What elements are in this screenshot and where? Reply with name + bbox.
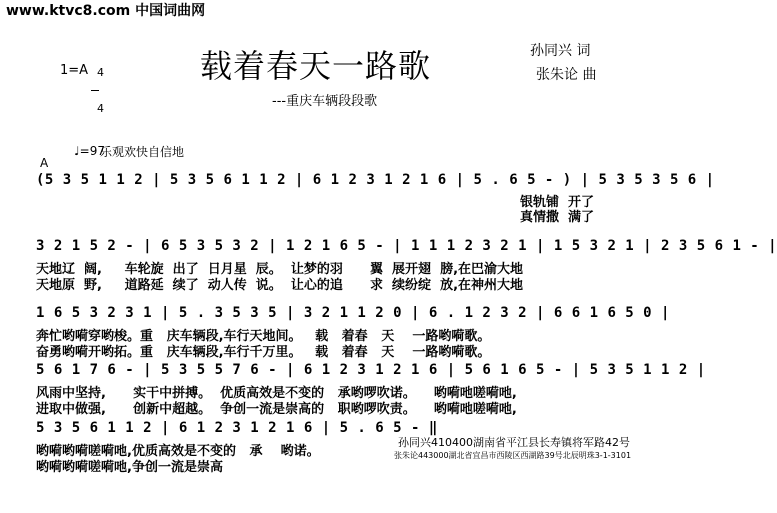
notation-line-5: 5 3 5 6 1 1 2 | 6 1 2 3 1 2 1 6 | 5 . 6 5 - ‖ — [36, 420, 438, 436]
composer-credit: 张朱论 曲 — [536, 67, 597, 83]
lyrics-row-2a: 天地辽 阔, 车轮旋 出了 日月星 辰。 让梦的羽 翼 展开翅 膀,在巴渝大地 — [36, 262, 524, 277]
lyrics-top-right-2: 真情撒 满了 — [520, 210, 595, 225]
lyricist-credit: 孙同兴 词 — [530, 43, 591, 59]
key-signature: 1=A — [60, 63, 89, 78]
lyrics-row-3a: 奔忙哟嗬穿哟梭。重 庆车辆段,车行天地间。 载 着春 天 一路哟嗬歌。 — [36, 329, 491, 344]
time-signature — [90, 56, 104, 115]
notation-line-1: (5 3 5 1 1 2 | 5 3 5 6 1 1 2 | 6 1 2 3 1 2 1 6 | 5 . 6 5 - ) | 5 3 5 3 5 6 | — [36, 172, 715, 188]
footer-address-2: 张朱论443000湖北省宜昌市西陵区西湖路39号北辰明珠3-1-3101 — [394, 451, 632, 460]
section-mark: A — [40, 156, 49, 170]
lyrics-row-5a: 哟嗬哟嗬嗟嗬吔,优质高效是不变的 承 哟诺。 — [36, 444, 320, 459]
site-header: www.ktvc8.com 中国词曲网 — [6, 3, 206, 19]
notation-line-4: 5 6 1 7 6 - | 5 3 5 5 7 6 - | 6 1 2 3 1 2 1 6 | 5 6 1 6 5 - | 5 3 5 1 1 2 | — [36, 362, 706, 378]
footer-address-1: 孙同兴410400湖南省平江县长寿镇将军路42号 — [398, 436, 630, 449]
notation-line-3: 1 6 5 3 2 3 1 | 5 . 3 5 3 5 | 3 2 1 1 2 0 | 6 . 1 2 3 2 | 6 6 1 6 5 0 | — [36, 305, 670, 321]
song-title: 载着春天一路歌 — [200, 47, 432, 85]
time-signature-divider — [91, 90, 99, 91]
lyrics-row-3b: 奋勇哟嗬开哟拓。重 庆车辆段,车行千万里。 载 着春 天 一路哟嗬歌。 — [36, 345, 491, 360]
time-signature-bottom: 4 — [97, 102, 104, 115]
time-signature-top: 4 — [97, 66, 104, 79]
lyrics-row-4a: 风雨中坚持, 实干中拼搏。 优质高效是不变的 承哟啰吹诺。 哟嗬吔嗟嗬吔, — [36, 386, 517, 401]
tempo-word: 乐观欢快自信地 — [100, 145, 185, 159]
lyrics-row-2b: 天地原 野, 道路延 续了 动人传 说。 让心的追 求 续纷绽 放,在神州大地 — [36, 278, 524, 293]
lyrics-row-5b: 哟嗬哟嗬嗟嗬吔,争创一流是崇高 — [36, 460, 223, 475]
lyrics-top-right-1: 银轨铺 开了 — [520, 195, 595, 210]
lyrics-row-4b: 进取中做强, 创新中超越。 争创一流是崇高的 职哟啰吹责。 哟嗬吔嗟嗬吔, — [36, 402, 517, 417]
song-subtitle: ---重庆车辆段段歌 — [272, 94, 378, 109]
notation-line-2: 3 2 1 5 2 - | 6 5 3 5 3 2 | 1 2 1 6 5 - | 1 1 1 2 3 2 1 | 1 5 3 2 1 | 2 3 5 6 1 - | — [36, 238, 777, 254]
tempo-mark: ♩=97 — [74, 144, 105, 158]
